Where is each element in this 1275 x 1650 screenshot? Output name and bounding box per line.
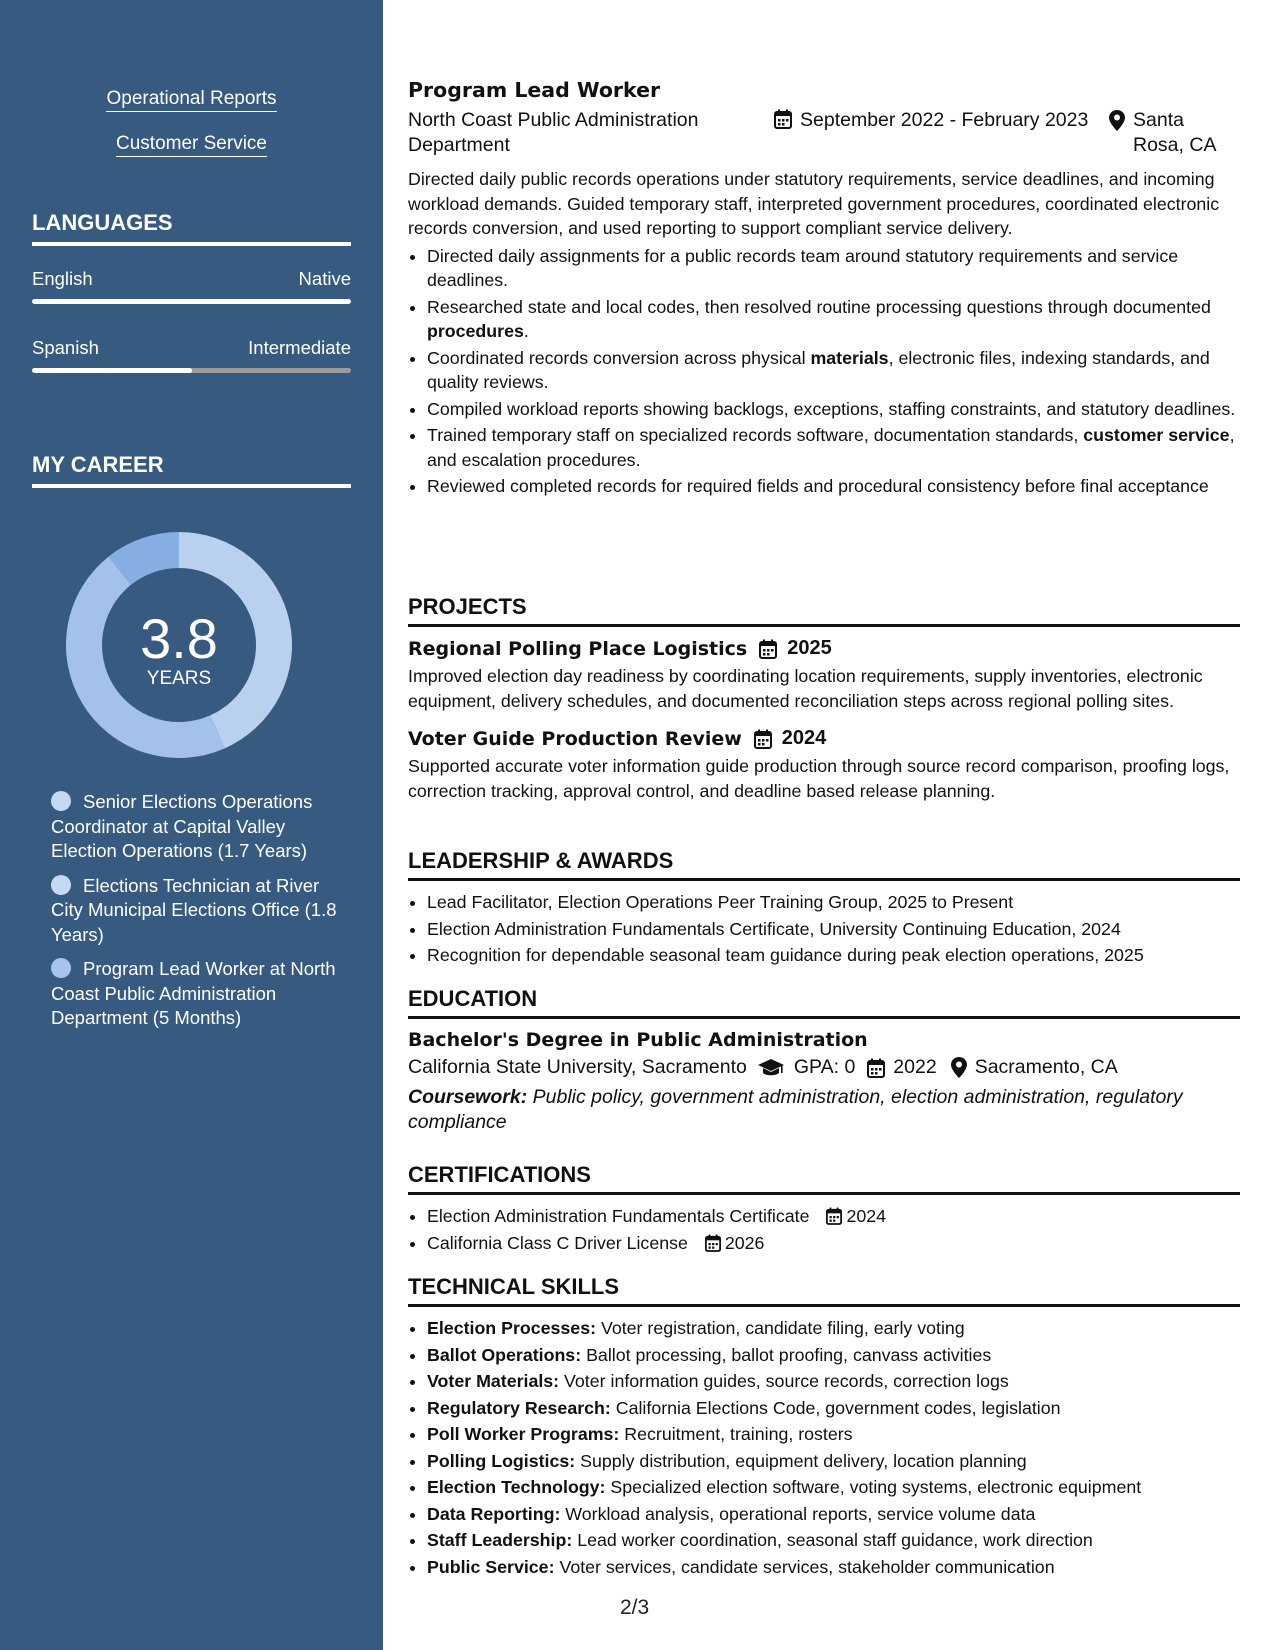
language-level: Intermediate	[248, 337, 351, 358]
leadership-section	[408, 848, 1240, 970]
gpa: GPA: 0	[793, 1056, 856, 1078]
sidebar	[0, 0, 383, 1650]
job-title: Program Lead Worker	[408, 78, 661, 102]
career-total-unit: YEARS	[146, 668, 212, 689]
language-bar-fill	[32, 299, 351, 304]
project-title: Regional Polling Place Logistics 2025	[408, 637, 832, 660]
skill-item: • Data Reporting: Workload analysis, operational reports, service volume data	[427, 1502, 1240, 1527]
calendar-icon	[867, 1058, 885, 1078]
leadership-item: • Lead Facilitator, Election Operations Peer Training Group, 2025 to Present	[427, 890, 1240, 915]
career-total-value: 3.8	[140, 607, 218, 670]
school-name: California State University, Sacramento	[408, 1056, 747, 1078]
language-bar-english	[32, 299, 351, 304]
language-level: Native	[298, 268, 351, 289]
skills-list	[408, 1316, 1240, 1579]
skills-section	[408, 1274, 1240, 1581]
leadership-item: • Recognition for dependable seasonal team guidance during peak election operations, 2025	[427, 943, 1240, 968]
calendar-icon	[826, 1207, 842, 1225]
skill-item: • Election Processes: Voter registration, candidate filing, early voting	[427, 1316, 1240, 1341]
job-bullet: • Trained temporary staff on specialized records software, documentation standards, customer service, and escalation procedures.	[427, 423, 1240, 472]
skill-item: • Staff Leadership: Lead worker coordination, seasonal staff guidance, work direction	[427, 1528, 1240, 1553]
job-summary: Directed daily public records operations under statutory requirements, service deadlines, and incoming workload demands. Guided temporary staff, interpreted government procedures, coordinated electronic records conversion, and used reporting to support compliant service delivery.	[408, 169, 1220, 238]
certification-year: 2026	[724, 1232, 765, 1253]
education-heading: EDUCATION	[408, 986, 1240, 1019]
leadership-item: • Election Administration Fundamentals Certificate, University Continuing Education, 2024	[427, 917, 1240, 942]
certification-item: • Election Administration Fundamentals Certificate 2024	[427, 1204, 1240, 1229]
languages-heading: LANGUAGES	[32, 210, 351, 246]
job-bullets	[408, 244, 1240, 499]
job-bullet: • Compiled workload reports showing backlogs, exceptions, staffing constraints, and statutory deadlines.	[427, 397, 1240, 422]
school-location: Sacramento, CA	[974, 1056, 1118, 1078]
skill-item: • Ballot Operations: Ballot processing, ballot proofing, canvass activities	[427, 1343, 1240, 1368]
skill-item: • Polling Logistics: Supply distribution, equipment delivery, location planning	[427, 1449, 1240, 1474]
project-title: Voter Guide Production Review 2024	[408, 727, 827, 750]
career-item: Senior Elections Operations Coordinator at Capital Valley Election Operations (1.7 Years)	[51, 791, 313, 861]
project-year: 2025	[787, 637, 832, 659]
language-name: Spanish	[32, 337, 99, 358]
job-bullet: • Researched state and local codes, then resolved routine processing questions through documented procedures.	[427, 295, 1240, 344]
leadership-list	[408, 890, 1240, 968]
career-dot-icon	[51, 791, 71, 811]
projects-heading: PROJECTS	[408, 594, 1240, 627]
degree-title: Bachelor's Degree in Public Administration	[408, 1029, 868, 1051]
language-row-english	[32, 268, 351, 290]
certification-year: 2024	[846, 1206, 886, 1226]
education-meta	[408, 1055, 1240, 1080]
calendar-icon	[759, 639, 777, 659]
skill-item: • Election Technology: Specialized election software, voting systems, electronic equipment	[427, 1475, 1240, 1500]
skill-item: • Public Service: Voter services, candidate services, stakeholder communication	[427, 1555, 1240, 1580]
certifications-section	[408, 1162, 1240, 1257]
language-bar-spanish	[32, 368, 351, 373]
skill-link-customer-service[interactable]: Customer Service	[0, 133, 383, 155]
career-item: Elections Technician at River City Municipal Elections Office (1.8 Years)	[51, 874, 337, 945]
page-number: 2/3	[620, 1596, 650, 1619]
graduation-cap-icon	[758, 1059, 784, 1077]
calendar-icon	[705, 1234, 721, 1252]
language-bar-fill	[32, 368, 192, 373]
career-item: Program Lead Worker at North Coast Public Administration Department (5 Months)	[51, 958, 336, 1028]
calendar-icon	[754, 729, 772, 749]
job-meta	[408, 108, 1240, 158]
career-list	[51, 790, 341, 1041]
certifications-list	[408, 1204, 1240, 1255]
map-pin-icon	[1109, 110, 1125, 131]
experience-entry	[408, 78, 1240, 501]
map-pin-icon	[951, 1057, 967, 1078]
certification-item: • California Class C Driver License 2026	[427, 1231, 1240, 1256]
career-donut-chart	[64, 530, 294, 760]
certifications-heading: CERTIFICATIONS	[408, 1162, 1240, 1195]
language-row-spanish	[32, 337, 351, 359]
project-description: Supported accurate voter information guide production through source record comparison, proofing logs, correction tracking, approval control, and deadline based release planning.	[408, 756, 1230, 801]
coursework: Coursework: Public policy, government administration, election administration, regulatory compliance	[408, 1086, 1183, 1133]
project-description: Improved election day readiness by coordinating location requirements, supply inventories, electronic equipment, delivery schedules, and documented reconciliation steps across regional polling sites.	[408, 666, 1203, 711]
skills-heading: TECHNICAL SKILLS	[408, 1274, 1240, 1307]
job-location: Santa Rosa, CA	[1109, 108, 1240, 158]
job-dates: September 2022 - February 2023	[774, 108, 1109, 158]
education-section	[408, 986, 1240, 1134]
job-company: North Coast Public Administration Department	[408, 109, 699, 156]
language-name: English	[32, 268, 93, 289]
skill-item: • Poll Worker Programs: Recruitment, training, rosters	[427, 1422, 1240, 1447]
leadership-heading: LEADERSHIP & AWARDS	[408, 848, 1240, 881]
job-bullet: • Coordinated records conversion across physical materials, electronic files, indexing standards, and quality reviews.	[427, 346, 1240, 395]
calendar-icon	[774, 109, 792, 129]
graduation-year: 2022	[893, 1056, 937, 1078]
job-bullet: • Directed daily assignments for a public records team around statutory requirements and service deadlines.	[427, 244, 1240, 293]
skill-item: • Regulatory Research: California Elections Code, government codes, legislation	[427, 1396, 1240, 1421]
skill-link-operational-reports[interactable]: Operational Reports	[0, 88, 383, 110]
job-bullet: • Reviewed completed records for required fields and procedural consistency before final acceptance	[427, 474, 1240, 499]
projects-section	[408, 594, 1240, 803]
project-year: 2024	[781, 727, 827, 749]
career-dot-icon	[51, 958, 71, 978]
career-heading: MY CAREER	[32, 452, 351, 488]
donut-segment-3	[120, 550, 179, 571]
career-dot-icon	[51, 875, 71, 895]
skill-item: • Voter Materials: Voter information guides, source records, correction logs	[427, 1369, 1240, 1394]
